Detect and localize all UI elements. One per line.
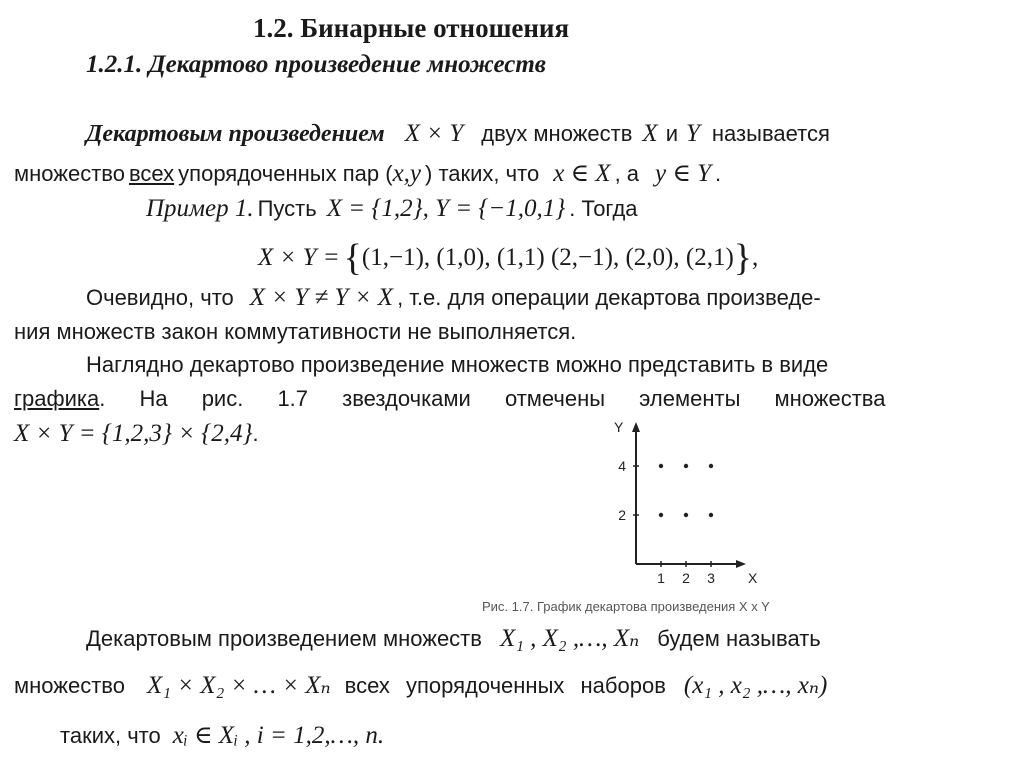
y-axis-label: Y (614, 419, 624, 435)
text-figure-ref: . На рис. 1.7 звездочками отмечены элементы множества (99, 386, 886, 411)
text-all-underlined: всех (128, 161, 175, 186)
period: . (252, 421, 259, 446)
text-ordered-tuples: всех упорядоченных наборов (344, 673, 666, 698)
x-axis-label: X (748, 570, 758, 586)
text-such-that: ) таких, что (425, 161, 540, 186)
brace-close: } (733, 237, 753, 279)
pair-xy: x,y (392, 160, 422, 187)
point-2-2 (684, 513, 688, 517)
text-and: и (665, 121, 678, 146)
subsection-heading: 1.2.1. Декартово произведение множеств (86, 51, 546, 78)
text-two-sets: двух множеств (481, 121, 633, 146)
text-set: множество (14, 673, 125, 698)
x-tick-label-1: 1 (657, 570, 665, 586)
text-will-call: будем называть (657, 626, 821, 651)
point-3-2 (709, 513, 713, 517)
var-x: X (642, 120, 658, 147)
n-product-line-3 (60, 720, 384, 750)
point-3-4 (709, 464, 713, 468)
text-such-that: таких, что (60, 723, 161, 748)
graph-line-1: Наглядно декартово произведение множеств можно представить в виде (86, 352, 829, 377)
period: . (715, 161, 722, 186)
formula-product-sets: X × Y = {1,2,3} × {2,4} (14, 420, 253, 447)
x-axis-arrow (736, 560, 746, 568)
y-tick-label-4: 4 (618, 458, 626, 474)
text-set: множество (14, 161, 125, 186)
figure-caption: Рис. 1.7. График декартова произведения X x Y (482, 599, 770, 614)
text-comma-and: , а (614, 161, 640, 186)
point-2-4 (684, 464, 688, 468)
formula-inequality: X × Y ≠ Y × X (249, 284, 394, 311)
definition-line-2 (14, 158, 721, 188)
example-line (146, 195, 638, 223)
point-1-2 (659, 513, 663, 517)
text-commutativity-1: , т.е. для операции декартова произведе- (397, 285, 821, 310)
result-comma: , (752, 244, 759, 271)
example-label: Пример 1. (146, 195, 254, 222)
example-sets: X = {1,2}, Y = {−1,0,1} (326, 195, 566, 222)
text-let: Пусть (257, 196, 317, 221)
result-lhs: X × Y = (258, 244, 340, 271)
condition-x-in-x: x ∈ X (553, 160, 611, 187)
commutativity-line-2: ния множеств закон коммутативности не выполняется. (14, 319, 577, 344)
point-1-4 (659, 464, 663, 468)
y-axis-arrow (632, 422, 640, 432)
x-tick-label-3: 3 (707, 570, 715, 586)
result-pairs: (1,−1), (1,0), (1,1) (2,−1), (2,0), (2,1) (361, 244, 734, 271)
section-heading: 1.2. Бинарные отношения (253, 13, 570, 43)
formula-membership: xᵢ ∈ Xᵢ , i = 1,2,…, n. (172, 722, 385, 749)
text-obviously: Очевидно, что (86, 285, 234, 310)
text-then: . Тогда (569, 196, 638, 221)
formula-tuple: (x₁ , x₂ ,…, xₙ) (683, 672, 828, 699)
n-product-line-2 (14, 670, 827, 700)
n-product-line-1 (86, 623, 821, 653)
text-ordered-pairs: упорядоченных пар ( (178, 161, 393, 186)
var-y: Y (686, 120, 700, 147)
definition-line-1 (86, 120, 830, 148)
commutativity-line-1 (86, 284, 821, 312)
graph-line-2 (14, 386, 1010, 412)
text-n-product-def: Декартовым произведением множеств (86, 626, 482, 651)
text-graph-underlined: графика (14, 386, 100, 411)
cartesian-product-chart (600, 410, 770, 595)
formula-sets-n: X₁ , X₂ ,…, Xₙ (499, 625, 640, 652)
x-tick-label-2: 2 (682, 570, 690, 586)
text-called: называется (711, 121, 830, 146)
graph-line-3 (14, 420, 259, 448)
y-tick-label-2: 2 (618, 507, 626, 523)
example-result (258, 236, 758, 280)
brace-open: { (343, 237, 362, 279)
formula-x-times-y: X × Y (404, 120, 464, 147)
condition-y-in-y: y ∈ Y (655, 160, 712, 187)
definition-term: Декартовым произведением (86, 121, 385, 147)
formula-n-product: X₁ × X₂ × … × Xₙ (146, 672, 331, 699)
